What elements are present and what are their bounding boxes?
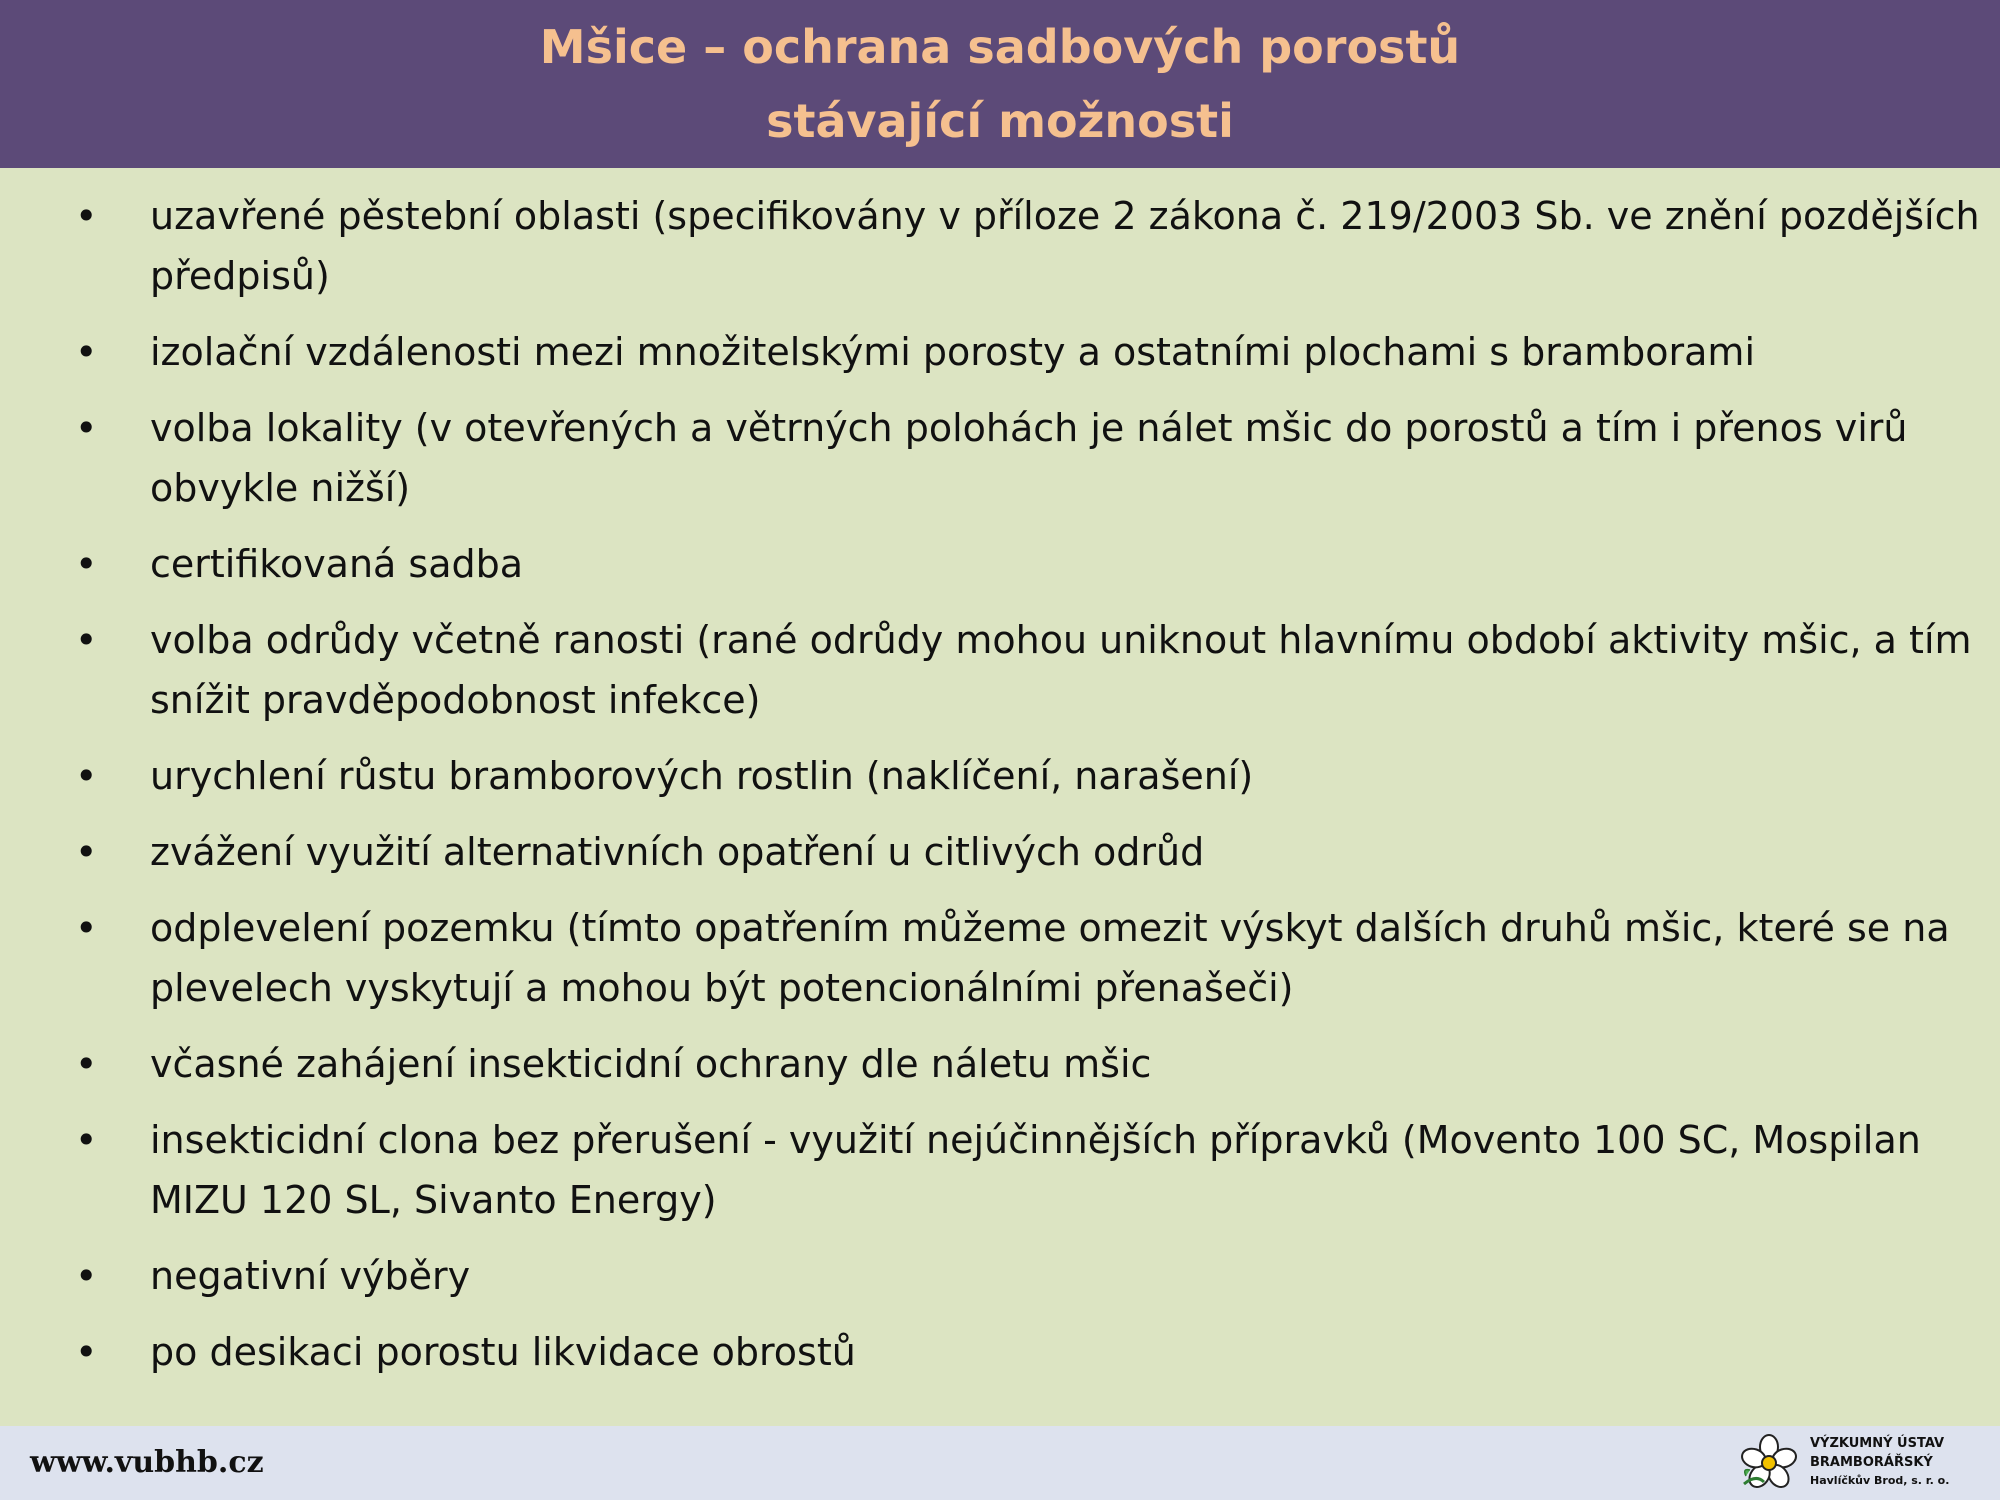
bullet-text: po desikaci porostu likvidace obrostů: [150, 1330, 856, 1374]
bullet-icon: •: [75, 406, 98, 450]
bullet-text: negativní výběry: [150, 1254, 471, 1298]
slide-title-line-2: stávající možnosti: [766, 94, 1234, 148]
bullet-icon: •: [75, 1118, 98, 1162]
list-item: [0, 822, 2000, 882]
bullet-icon: •: [75, 830, 98, 874]
bullet-text: zvážení využití alternativních opatření u citlivých odrůd: [150, 830, 1205, 874]
logo-text-line-3: Havlíčkův Brod, s. r. o.: [1810, 1474, 1950, 1487]
bullet-icon: •: [75, 618, 98, 662]
bullet-icon: •: [75, 1330, 98, 1374]
website-link[interactable]: www.vubhb.cz: [30, 1445, 264, 1480]
footer: [0, 1426, 2000, 1500]
list-item: [0, 898, 2000, 1018]
bullet-icon: •: [75, 542, 98, 586]
bullet-text: certifikovaná sadba: [150, 542, 524, 586]
bullet-list: [0, 186, 2000, 1398]
bullet-icon: •: [75, 194, 98, 238]
list-item: [0, 610, 2000, 730]
bullet-text: izolační vzdálenosti mezi množitelskými porosty a ostatními plochami s bramborami: [150, 330, 1755, 374]
bullet-icon: •: [75, 1254, 98, 1298]
slide-title-line-1: Mšice – ochrana sadbových porostů: [539, 20, 1461, 74]
list-item: [0, 534, 2000, 594]
list-item: [0, 322, 2000, 382]
bullet-text: uzavřené pěstební oblasti (specifikovány v příloze 2 zákona č. 219/2003 Sb. ve znění pozdějších předpisů): [150, 194, 1980, 298]
institute-logo-text: [1810, 1434, 1990, 1489]
logo-text-line-2: BRAMBORÁŘSKÝ: [1810, 1455, 1933, 1470]
flower-logo-icon: [1738, 1432, 1800, 1494]
bullet-text: urychlení růstu bramborových rostlin (naklíčení, narašení): [150, 754, 1254, 798]
list-item: [0, 186, 2000, 306]
bullet-text: odplevelení pozemku (tímto opatřením můžeme omezit výskyt dalších druhů mšic, které se na plevelech vyskytují a mohou být potencionálními přenašeči): [150, 906, 1950, 1010]
list-item: [0, 1322, 2000, 1382]
bullet-text: včasné zahájení insekticidní ochrany dle náletu mšic: [150, 1042, 1152, 1086]
list-item: [0, 1034, 2000, 1094]
list-item: [0, 1110, 2000, 1230]
bullet-icon: •: [75, 754, 98, 798]
list-item: [0, 1246, 2000, 1306]
bullet-text: volba lokality (v otevřených a větrných polohách je nálet mšic do porostů a tím i přenos virů obvykle nižší): [150, 406, 1908, 510]
list-item: [0, 398, 2000, 518]
bullet-icon: •: [75, 1042, 98, 1086]
slide-content: [0, 168, 2000, 1426]
list-item: [0, 746, 2000, 806]
bullet-icon: •: [75, 330, 98, 374]
title-bar: [0, 0, 2000, 168]
bullet-text: volba odrůdy včetně ranosti (rané odrůdy mohou uniknout hlavnímu období aktivity mšic, a tím snížit pravděpodobnost infekce): [150, 618, 1972, 722]
bullet-icon: •: [75, 906, 98, 950]
logo-text-line-1: VÝZKUMNÝ ÚSTAV: [1810, 1436, 1945, 1451]
bullet-text: insekticidní clona bez přerušení - využití nejúčinnějších přípravků (Movento 100 SC, Mospilan MIZU 120 SL, Sivanto Energy): [150, 1118, 1921, 1222]
